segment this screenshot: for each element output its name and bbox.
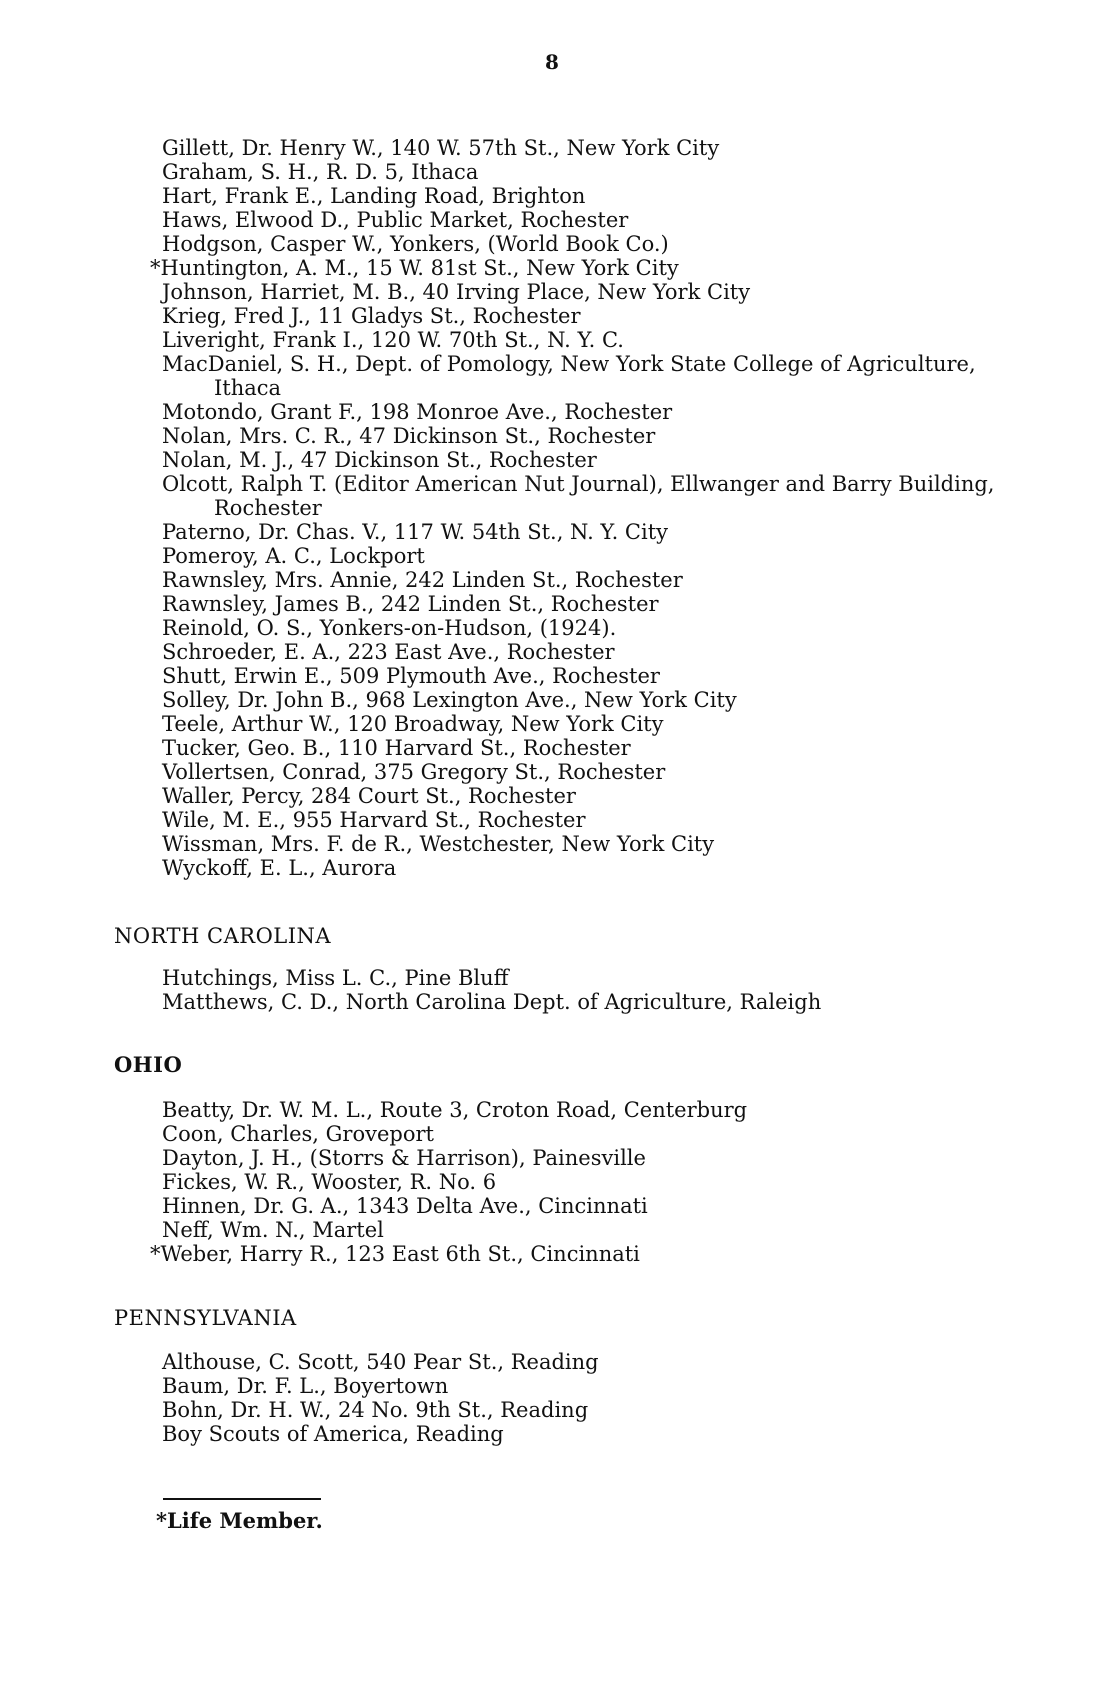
member-entry: Tucker, Geo. B., 110 Harvard St., Rochester <box>162 736 631 760</box>
member-entry: Reinold, O. S., Yonkers-on-Hudson, (1924). <box>162 616 617 640</box>
member-entry: Olcott, Ralph T. (Editor American Nut Journal), Ellwanger and Barry Building, Rochester <box>162 472 995 520</box>
member-entry: Wissman, Mrs. F. de R., Westchester, New York City <box>162 832 715 856</box>
member-entry: Coon, Charles, Groveport <box>162 1122 434 1146</box>
member-entry: Paterno, Dr. Chas. V., 117 W. 54th St., N. Y. City <box>162 520 669 544</box>
member-entry: Fickes, W. R., Wooster, R. No. 6 <box>162 1170 497 1194</box>
member-entry: Neff, Wm. N., Martel <box>162 1218 384 1242</box>
member-entry: Shutt, Erwin E., 509 Plymouth Ave., Rochester <box>162 664 660 688</box>
member-entry: Wile, M. E., 955 Harvard St., Rochester <box>162 808 586 832</box>
member-entry: Nolan, Mrs. C. R., 47 Dickinson St., Rochester <box>162 424 656 448</box>
ohio-member-list <box>150 1098 1022 1266</box>
member-entry: Graham, S. H., R. D. 5, Ithaca <box>162 160 479 184</box>
member-entry: Boy Scouts of America, Reading <box>162 1422 504 1446</box>
member-entry: Waller, Percy, 284 Court St., Rochester <box>162 784 576 808</box>
member-entry: Teele, Arthur W., 120 Broadway, New York City <box>162 712 664 736</box>
member-entry: Pomeroy, A. C., Lockport <box>162 544 425 568</box>
member-entry: Matthews, C. D., North Carolina Dept. of Agriculture, Raleigh <box>162 990 822 1014</box>
member-entry: Baum, Dr. F. L., Boyertown <box>162 1374 449 1398</box>
member-entry: Dayton, J. H., (Storrs & Harrison), Painesville <box>162 1146 646 1170</box>
member-entry: Hutchings, Miss L. C., Pine Bluff <box>162 966 509 990</box>
member-entry-life: *Weber, Harry R., 123 East 6th St., Cincinnati <box>150 1242 640 1266</box>
member-entry: Solley, Dr. John B., 968 Lexington Ave., New York City <box>162 688 737 712</box>
member-entry: Rawnsley, James B., 242 Linden St., Rochester <box>162 592 659 616</box>
member-entry: Schroeder, E. A., 223 East Ave., Rochester <box>162 640 615 664</box>
footnote-divider <box>163 1498 321 1500</box>
new-york-member-list <box>150 136 1022 880</box>
member-entry: Krieg, Fred J., 11 Gladys St., Rochester <box>162 304 581 328</box>
pennsylvania-member-list <box>162 1350 1022 1446</box>
member-entry: Haws, Elwood D., Public Market, Rochester <box>162 208 629 232</box>
member-entry: Nolan, M. J., 47 Dickinson St., Rochester <box>162 448 597 472</box>
member-entry: Gillett, Dr. Henry W., 140 W. 57th St., New York City <box>162 136 720 160</box>
footnote-life-member: *Life Member. <box>156 1508 323 1533</box>
member-entry: Liveright, Frank I., 120 W. 70th St., N. Y. C. <box>162 328 624 352</box>
member-entry: Hart, Frank E., Landing Road, Brighton <box>162 184 586 208</box>
section-heading-ohio: OHIO <box>114 1052 183 1077</box>
member-entry: Rawnsley, Mrs. Annie, 242 Linden St., Rochester <box>162 568 683 592</box>
member-entry: Wyckoff, E. L., Aurora <box>162 856 397 880</box>
member-entry: Vollertsen, Conrad, 375 Gregory St., Rochester <box>162 760 666 784</box>
member-entry: Bohn, Dr. H. W., 24 No. 9th St., Reading <box>162 1398 589 1422</box>
section-heading-north-carolina: NORTH CAROLINA <box>114 924 332 948</box>
member-entry: Beatty, Dr. W. M. L., Route 3, Croton Road, Centerburg <box>162 1098 748 1122</box>
north-carolina-member-list <box>162 966 1022 1014</box>
member-entry: Johnson, Harriet, M. B., 40 Irving Place, New York City <box>162 280 751 304</box>
member-entry: Althouse, C. Scott, 540 Pear St., Reading <box>162 1350 599 1374</box>
page-number: 8 <box>545 50 559 74</box>
member-entry: Motondo, Grant F., 198 Monroe Ave., Rochester <box>162 400 673 424</box>
member-entry: Hodgson, Casper W., Yonkers, (World Book Co.) <box>162 232 669 256</box>
member-entry: Hinnen, Dr. G. A., 1343 Delta Ave., Cincinnati <box>162 1194 648 1218</box>
member-entry-life: *Huntington, A. M., 15 W. 81st St., New York City <box>150 256 679 280</box>
section-heading-pennsylvania: PENNSYLVANIA <box>114 1306 297 1330</box>
member-entry: MacDaniel, S. H., Dept. of Pomology, New York State College of Agriculture, Ithaca <box>162 352 976 400</box>
